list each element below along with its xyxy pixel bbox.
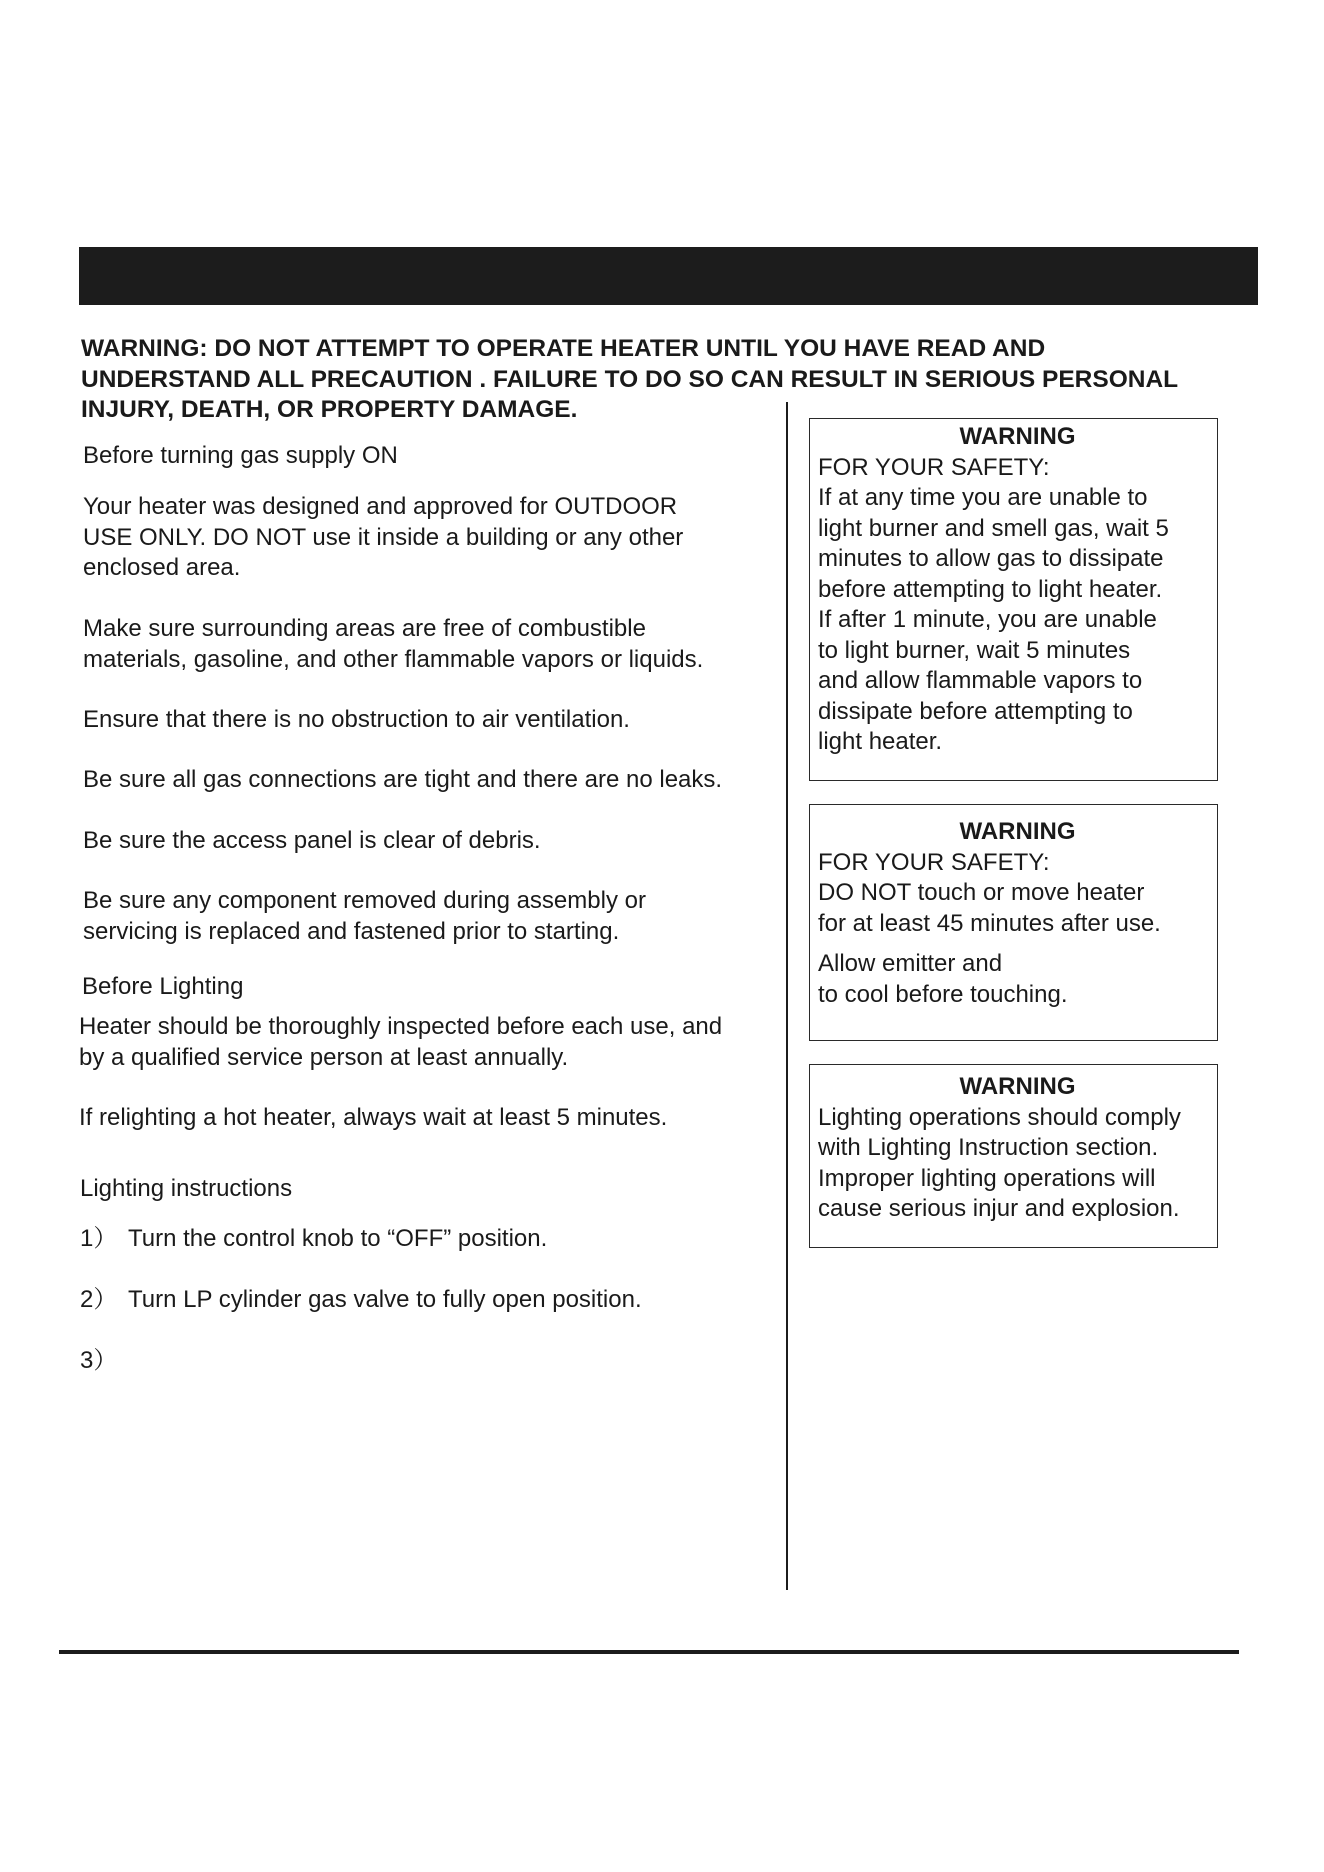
main-warning-line: WARNING: DO NOT ATTEMPT TO OPERATE HEATER UNTIL YOU HAVE READ AND xyxy=(81,335,1046,362)
warning-box-lighting xyxy=(809,1064,1218,1248)
warning-box-line: minutes to allow gas to dissipate xyxy=(818,545,1164,572)
warning-box-title: WARNING xyxy=(959,1073,1076,1100)
warning-box-line: Lighting operations should comply xyxy=(818,1103,1181,1131)
text-line: materials, gasoline, and other flammable vapors or liquids. xyxy=(83,645,704,673)
warning-box-line: to cool before touching. xyxy=(818,980,1068,1008)
warning-box-line: dissipate before attempting to xyxy=(818,697,1133,725)
text-line: If relighting a hot heater, always wait at least 5 minutes. xyxy=(79,1104,668,1131)
step-text: Turn LP cylinder gas valve to fully open position. xyxy=(128,1286,642,1313)
step-number: 2） xyxy=(80,1286,118,1313)
text-line: Make sure surrounding areas are free of combustible xyxy=(83,615,646,642)
paragraph-components xyxy=(83,886,646,947)
warning-box-line: cause serious injur and explosion. xyxy=(818,1195,1180,1222)
heading-before-lighting: Before Lighting xyxy=(82,973,244,1000)
column-divider xyxy=(786,402,788,1590)
warning-box-line: to light burner, wait 5 minutes xyxy=(818,636,1131,664)
text-line: Be sure any component removed during assembly or xyxy=(83,887,646,914)
heading-before-gas: Before turning gas supply ON xyxy=(83,442,398,469)
paragraph-outdoor-use xyxy=(83,492,683,584)
paragraph-gas-connections xyxy=(83,765,722,796)
text-line: Your heater was designed and approved for OUTDOOR xyxy=(83,493,678,520)
main-warning-line: INJURY, DEATH, OR PROPERTY DAMAGE. xyxy=(81,396,578,423)
warning-box-title: WARNING xyxy=(959,818,1076,845)
heading-lighting-instructions: Lighting instructions xyxy=(80,1175,293,1202)
warning-box-title: WARNING xyxy=(959,423,1076,450)
warning-box-line: FOR YOUR SAFETY: xyxy=(818,848,1050,876)
warning-box-line: light burner and smell gas, wait 5 xyxy=(818,514,1169,542)
warning-box-line: for at least 45 minutes after use. xyxy=(818,909,1161,937)
paragraph-combustible xyxy=(83,614,703,675)
text-line: USE ONLY. DO NOT use it inside a building or any other xyxy=(83,523,684,551)
warning-box-hot-surface xyxy=(809,804,1218,1041)
warning-box-line: Allow emitter and xyxy=(818,950,1003,977)
text-line: Ensure that there is no obstruction to air ventilation. xyxy=(83,706,630,733)
text-line: enclosed area. xyxy=(83,554,241,581)
warning-box-line: light heater. xyxy=(818,728,943,755)
warning-box-relight xyxy=(809,418,1218,781)
text-line: Be sure all gas connections are tight and there are no leaks. xyxy=(83,766,723,793)
step-text: Turn the control knob to “OFF” position. xyxy=(128,1225,548,1252)
warning-box-line: FOR YOUR SAFETY: xyxy=(818,453,1050,481)
text-line: by a qualified service person at least annually. xyxy=(79,1043,569,1071)
warning-box-line: with Lighting Instruction section. xyxy=(818,1134,1159,1161)
step-1 xyxy=(80,1224,547,1255)
step-number: 1） xyxy=(80,1225,118,1252)
step-number: 3） xyxy=(80,1347,118,1374)
warning-box-line: If after 1 minute, you are unable xyxy=(818,606,1157,633)
text-line: servicing is replaced and fastened prior to starting. xyxy=(83,917,620,945)
footer-divider xyxy=(59,1650,1239,1654)
main-warning-line: UNDERSTAND ALL PRECAUTION . FAILURE TO DO SO CAN RESULT IN SERIOUS PERSONAL xyxy=(81,365,1179,393)
step-2 xyxy=(80,1285,642,1316)
paragraph-inspection xyxy=(79,1012,722,1073)
section-header-bar xyxy=(79,247,1258,305)
main-warning xyxy=(81,334,1261,426)
text-line: Heater should be thoroughly inspected before each use, and xyxy=(79,1013,723,1040)
paragraph-relighting xyxy=(79,1103,667,1134)
warning-box-line: DO NOT touch or move heater xyxy=(818,879,1145,906)
warning-box-line: If at any time you are unable to xyxy=(818,484,1148,511)
warning-box-line: and allow flammable vapors to xyxy=(818,667,1143,694)
paragraph-access-panel xyxy=(83,826,541,857)
warning-box-line: Improper lighting operations will xyxy=(818,1164,1156,1192)
text-line: Be sure the access panel is clear of debris. xyxy=(83,827,541,854)
warning-box-line: before attempting to light heater. xyxy=(818,575,1163,603)
step-3 xyxy=(80,1346,128,1377)
paragraph-ventilation xyxy=(83,705,630,736)
